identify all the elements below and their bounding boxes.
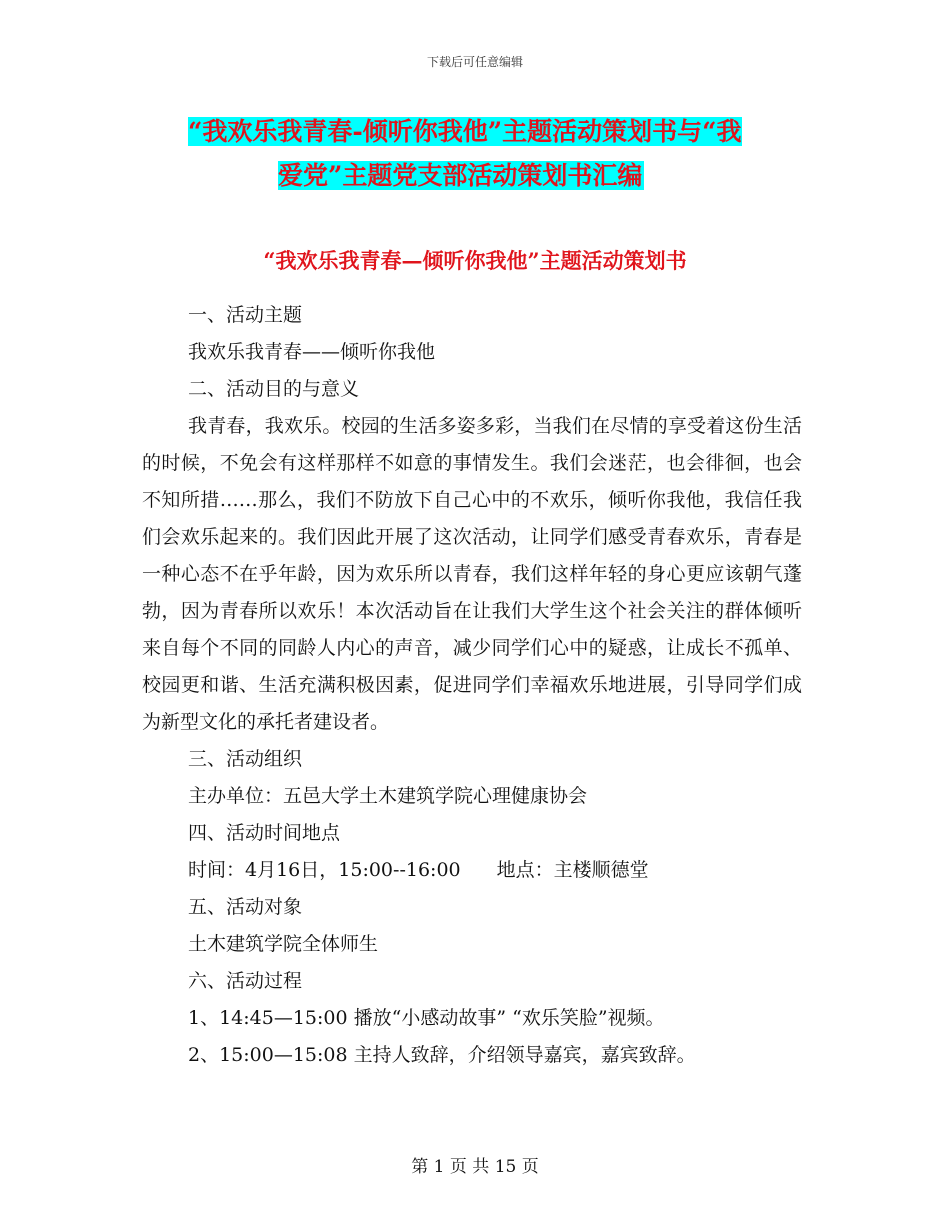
document-title	[188, 110, 813, 198]
title-line-1: “我欢乐我青春-倾听你我他”主题活动策划书与“我	[188, 117, 742, 146]
heading-organization: 三、活动组织	[188, 748, 303, 770]
process-step-2: 2、15:00—15:08 主持人致辞，介绍领导嘉宾，嘉宾致辞。	[188, 1044, 696, 1066]
time-place-line	[142, 852, 802, 889]
heading-activity-theme: 一、活动主题	[188, 304, 303, 326]
section-title: “我欢乐我青春—倾听你我他”主题活动策划书	[263, 248, 687, 273]
time-text: 时间：4月16日，15:00--16:00	[188, 859, 461, 881]
theme-text: 我欢乐我青春——倾听你我他	[188, 341, 436, 363]
organizer-text: 主办单位：五邑大学土木建筑学院心理健康协会	[188, 785, 588, 807]
audience-text: 土木建筑学院全体师生	[188, 933, 379, 955]
heading-purpose: 二、活动目的与意义	[188, 378, 360, 400]
document-body	[142, 297, 802, 1074]
header-note: 下载后可任意编辑	[426, 55, 523, 69]
title-line-2: 爱党”主题党支部活动策划书汇编	[278, 161, 643, 190]
heading-time-place: 四、活动时间地点	[188, 822, 341, 844]
page-footer: 第 1 页 共 15 页	[411, 1157, 539, 1177]
purpose-paragraph: 我青春，我欢乐。校园的生活多姿多彩，当我们在尽情的享受着这份生活的时候，不免会有这样那样不如意的事情发生。我们会迷茫，也会徘徊，也会不知所措……那么，我们不防放下自己心中的不欢乐，倾听你我他，我信任我们会欢乐起来的。我们因此开展了这次活动，让同学们感受青春欢乐，青春是一种心态不在乎年龄，因为欢乐所以青春，我们这样年轻的身心更应该朝气蓬勃，因为青春所以欢乐！本次活动旨在让我们大学生这个社会关注的群体倾听来自每个不同的同龄人内心的声音，减少同学们心中的疑惑，让成长不孤单、校园更和谐、生活充满积极因素，促进同学们幸福欢乐地进展，引导同学们成为新型文化的承托者建设者。	[142, 415, 802, 733]
heading-process: 六、活动过程	[188, 970, 303, 992]
place-text: 地点：主楼顺德堂	[496, 859, 649, 881]
heading-audience: 五、活动对象	[188, 896, 303, 918]
process-step-1: 1、14:45—15:00 播放“小感动故事” “欢乐笑脸”视频。	[188, 1007, 665, 1029]
